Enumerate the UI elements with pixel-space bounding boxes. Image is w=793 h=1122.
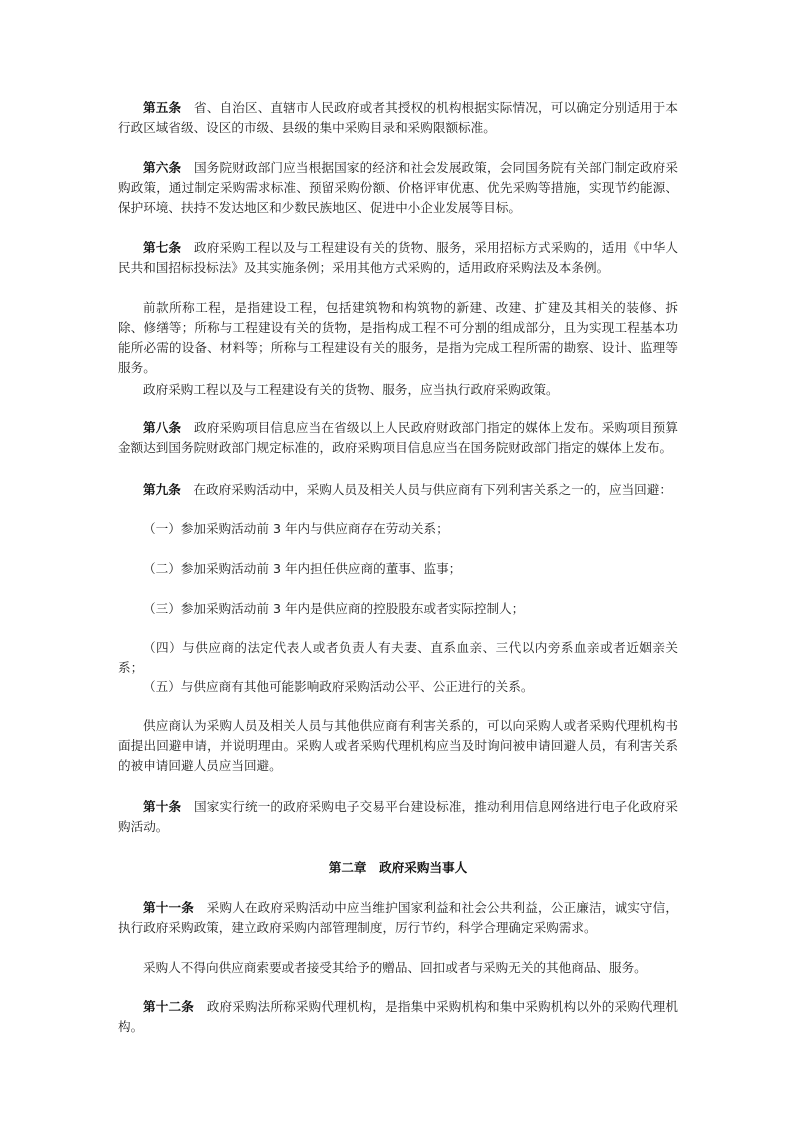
article-number: 第八条 [143,420,182,435]
article-number: 第十二条 [143,999,194,1014]
paragraph [118,298,678,378]
article-12 [118,997,678,1037]
list-item [118,638,678,678]
article-text: 在政府采购活动中，采购人员及相关人员与供应商有下列利害关系之一的，应当回避： [193,482,672,497]
paragraph [118,958,678,978]
article-5 [118,98,678,138]
list-item-text: （一）参加采购活动前 3 年内与供应商存在劳动关系； [143,521,449,536]
article-11 [118,898,678,938]
article-text: 政府采购法所称采购代理机构，是指集中采购机构和集中采购机构以外的采购代理机构。 [118,999,679,1034]
article-number: 第六条 [143,160,182,175]
list-item [118,677,678,697]
article-number: 第九条 [143,482,181,497]
article-text: 省、自治区、直辖市人民政府或者其授权的机构根据实际情况，可以确定分别适用于本行政区域省级、设区的市级、县级的集中采购目录和采购限额标准。 [118,100,679,135]
chapter-heading: 第二章 政府采购当事人 [328,860,468,875]
list-item-text: （二）参加采购活动前 3 年内担任供应商的董事、监事； [143,561,462,576]
article-6 [118,158,678,218]
paragraph-text: 政府采购工程以及与工程建设有关的货物、服务，应当执行政府采购政策。 [143,382,559,397]
article-10 [118,797,678,837]
article-text: 国家实行统一的政府采购电子交易平台建设标准，推动利用信息网络进行电子化政府采购活动。 [118,799,679,834]
article-text: 采购人在政府采购活动中应当维护国家利益和社会公共利益，公正廉洁，诚实守信，执行政府采购政策，建立政府采购内部管理制度，厉行节约，科学合理确定采购需求。 [118,900,679,935]
paragraph-text: 前款所称工程，是指建设工程，包括建筑物和构筑物的新建、改建、扩建及其相关的装修、拆除、修缮等；所称与工程建设有关的货物，是指构成工程不可分割的组成部分，且为实现工程基本功能所必需的设备、材料等；所称与工程建设有关的服务，是指为完成工程所需的勘察、设计、监理等服务。 [118,300,678,375]
article-number: 第七条 [143,240,182,255]
article-7 [118,238,678,278]
article-number: 第十一条 [143,900,194,915]
paragraph [118,380,678,400]
list-item-text: （三）参加采购活动前 3 年内是供应商的控股股东或者实际控制人； [143,601,525,616]
article-text: 国务院财政部门应当根据国家的经济和社会发展政策，会同国务院有关部门制定政府采购政策，通过制定采购需求标准、预留采购份额、价格评审优惠、优先采购等措施，实现节约能源、保护环境、扶持不发达地区和少数民族地区、促进中小企业发展等目标。 [118,160,679,215]
article-text: 政府采购工程以及与工程建设有关的货物、服务，采用招标方式采购的，适用《中华人民共和国招标投标法》及其实施条例；采用其他方式采购的，适用政府采购法及本条例。 [118,240,679,275]
list-item-text: （四）与供应商的法定代表人或者负责人有夫妻、直系血亲、三代以内旁系血亲或者近姻亲关系； [118,640,678,675]
paragraph-text: 采购人不得向供应商索要或者接受其给予的赠品、回扣或者与采购无关的其他商品、服务。 [143,960,647,975]
article-8 [118,418,678,458]
article-9 [118,480,678,500]
list-item-text: （五）与供应商有其他可能影响政府采购活动公平、公正进行的关系。 [143,679,534,694]
paragraph [118,716,678,776]
list-item [118,519,678,539]
article-text: 政府采购项目信息应当在省级以上人民政府财政部门指定的媒体上发布。采购项目预算金额达到国务院财政部门规定标准的，政府采购项目信息应当在国务院财政部门指定的媒体上发布。 [118,420,679,455]
article-number: 第五条 [143,100,182,115]
list-item [118,559,678,579]
article-number: 第十条 [143,799,182,814]
paragraph-text: 供应商认为采购人员及相关人员与其他供应商有利害关系的，可以向采购人或者采购代理机构书面提出回避申请，并说明理由。采购人或者采购代理机构应当及时询问被申请回避人员，有利害关系的被申请回避人员应当回避。 [118,718,678,773]
list-item [118,599,678,619]
